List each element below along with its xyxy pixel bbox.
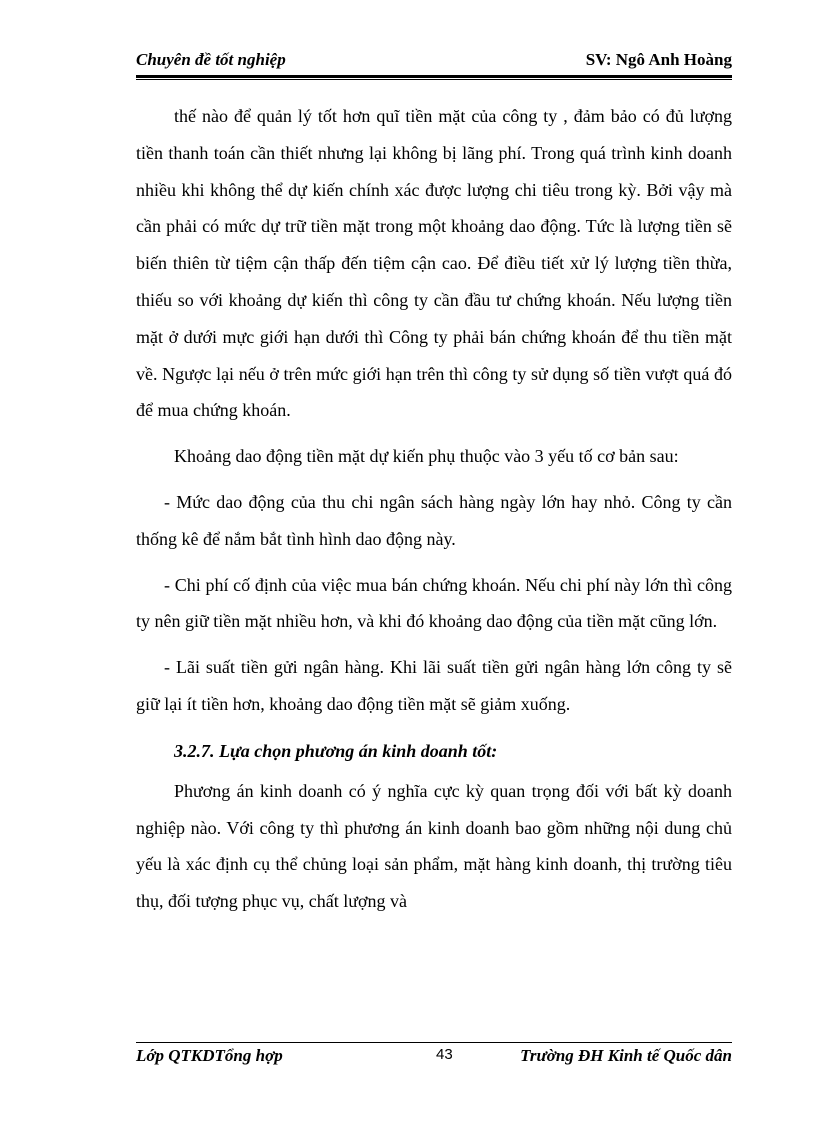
body-paragraph: Phương án kinh doanh có ý nghĩa cực kỳ quan trọng đối với bất kỳ doanh nghiệp nào. Với công ty thì phương án kinh doanh bao gồm những nội dung chủ yếu là xác định cụ thể chủng loại sản phẩm, mặt hàng kinh doanh, thị trường tiêu thụ, đối tượng phục vụ, chất lượng và (136, 780, 732, 912)
body-paragraph: thế nào để quản lý tốt hơn quĩ tiền mặt của công ty , đảm bảo có đủ lượng tiền thanh toán cần thiết nhưng lại không bị lãng phí. Trong quá trình kinh doanh nhiều khi không thể dự kiến chính xác được lượng chi tiêu trong kỳ. Bởi vậy mà cần phải có mức dự trữ tiền mặt trong một khoảng dao động. Tức là lượng tiền sẽ biến thiên từ tiệm cận thấp đến tiệm cận cao. Để điều tiết xử lý lượng tiền thừa, thiếu so với khoảng dự kiến thì công ty cần đầu tư chứng khoán. Nếu lượng tiền mặt ở dưới mực giới hạn dưới thì Công ty phải bán chứng khoán để thu tiền mặt về. Ngược lại nếu ở trên mức giới hạn trên thì công ty sử dụng số tiền vượt quá đó để mua chứng khoán. (136, 106, 732, 421)
page-body (136, 98, 732, 920)
page-footer (136, 1046, 732, 1070)
header-author: SV: Ngô Anh Hoàng (585, 50, 732, 69)
header-divider (136, 75, 732, 78)
footer-divider (136, 1042, 732, 1043)
header-divider-thin (136, 79, 732, 80)
footer-class: Lớp QTKDTổng hợp (136, 1046, 283, 1065)
list-item: - Chi phí cố định của việc mua bán chứng khoán. Nếu chi phí này lớn thì công ty nên giữ tiền mặt nhiều hơn, và khi đó khoảng dao động của tiền mặt cũng lớn. (136, 574, 732, 632)
footer-school: Trường ĐH Kinh tế Quốc dân (520, 1046, 732, 1065)
list-item: - Mức dao động của thu chi ngân sách hàng ngày lớn hay nhỏ. Công ty cần thống kê để nắm bắt tình hình dao động này. (136, 491, 732, 549)
list-item: - Lãi suất tiền gửi ngân hàng. Khi lãi suất tiền gửi ngân hàng lớn công ty sẽ giữ lại ít tiền hơn, khoảng dao động tiền mặt sẽ giảm xuống. (136, 657, 732, 714)
body-paragraph: Khoảng dao động tiền mặt dự kiến phụ thuộc vào 3 yếu tố cơ bản sau: (174, 446, 679, 467)
page-header (136, 50, 732, 76)
header-title: Chuyên đề tốt nghiệp (136, 50, 286, 69)
page-number: 43 (436, 1046, 453, 1063)
section-heading: 3.2.7. Lựa chọn phương án kinh doanh tốt: (174, 740, 498, 761)
